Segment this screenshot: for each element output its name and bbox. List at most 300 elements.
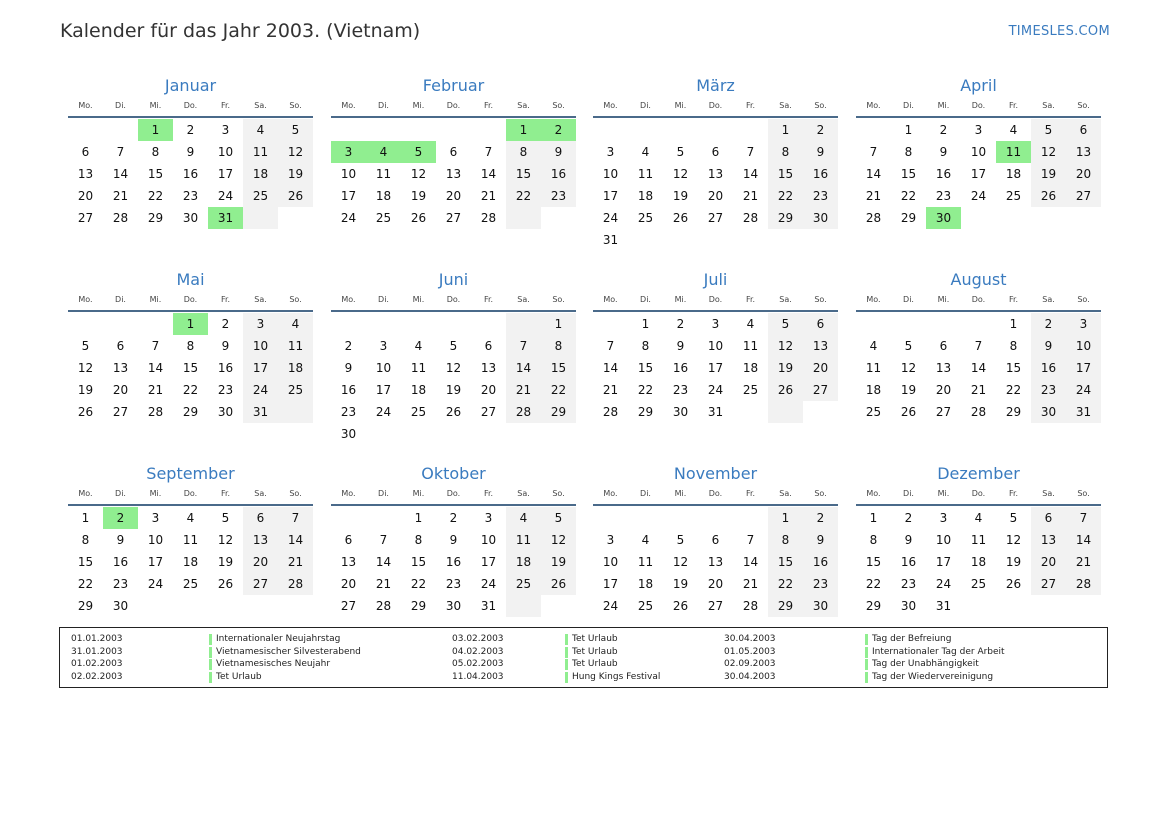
empty-cell: [278, 401, 313, 423]
day-cell: 23: [445, 577, 462, 591]
empty-cell: [961, 595, 996, 617]
day-cell: 9: [803, 529, 838, 551]
day-cell: 22: [865, 577, 882, 591]
empty-cell: [243, 207, 278, 229]
day-cell: 26: [672, 211, 689, 225]
day-cell: 23: [112, 577, 129, 591]
weekday-label: Di.: [903, 489, 914, 498]
day-cell: 13: [707, 555, 724, 569]
weekday-label: So.: [289, 489, 302, 498]
empty-cell: [593, 119, 628, 141]
weekday-label: Mi.: [674, 295, 687, 304]
day-cell: 18: [182, 555, 199, 569]
empty-cell: [733, 119, 768, 141]
day-cell: 14: [506, 357, 541, 379]
day-cell: 10: [340, 167, 357, 181]
day-cell: 2: [344, 339, 353, 353]
day-cell: 22: [900, 189, 917, 203]
empty-cell: [436, 119, 471, 141]
day-cell: 12: [672, 167, 689, 181]
day-cell: 5: [1031, 119, 1066, 141]
month-name: März: [696, 76, 735, 95]
day-cell: 23: [340, 405, 357, 419]
month-block: [593, 266, 838, 423]
day-cell: 26: [672, 599, 689, 613]
day-cell: 19: [900, 383, 917, 397]
weekday-label: Sa.: [1042, 295, 1055, 304]
empty-cell: [1066, 207, 1101, 229]
day-cell: 28: [112, 211, 129, 225]
day-cell: 19: [217, 555, 234, 569]
day-cell: 2: [1031, 313, 1066, 335]
weekday-label: Fr.: [220, 101, 231, 110]
day-cell: 4: [641, 145, 650, 159]
holiday-name: Tet Urlaub: [565, 658, 660, 671]
day-cell: 9: [344, 361, 353, 375]
day-cell: 26: [768, 379, 803, 401]
day-cell: 9: [676, 339, 685, 353]
day-cell: 12: [77, 361, 94, 375]
day-cell: 20: [707, 189, 724, 203]
day-cell: 20: [480, 383, 497, 397]
day-cell: 24: [970, 189, 987, 203]
weekday-label: Mo.: [341, 295, 356, 304]
day-cell: 31: [935, 599, 952, 613]
day-cell: 31: [480, 599, 497, 613]
day-cell: 22: [147, 189, 164, 203]
weekday-label: Mi.: [412, 101, 425, 110]
day-cell: 15: [768, 163, 803, 185]
day-cell: 14: [112, 167, 129, 181]
day-cell: 11: [278, 335, 313, 357]
day-cell: 15: [506, 163, 541, 185]
weekday-label: Di.: [115, 295, 126, 304]
empty-cell: [926, 313, 961, 335]
day-cell: 4: [1009, 123, 1018, 137]
day-cell: 28: [970, 405, 987, 419]
empty-cell: [506, 207, 541, 229]
day-cell: 3: [221, 123, 230, 137]
day-cell: 8: [541, 335, 576, 357]
day-cell: 28: [278, 573, 313, 595]
day-cell: 28: [375, 599, 392, 613]
month-block: [856, 460, 1101, 617]
weekday-label: Fr.: [1008, 295, 1019, 304]
day-cell: 7: [506, 335, 541, 357]
day-cell: 17: [707, 361, 724, 375]
day-cell: 29: [147, 211, 164, 225]
day-cell: 9: [939, 145, 948, 159]
day-cell: 21: [506, 379, 541, 401]
day-cell: 1: [1009, 317, 1018, 331]
empty-cell: [593, 507, 628, 529]
day-cell: 28: [1066, 573, 1101, 595]
month-name: Januar: [164, 76, 217, 95]
holiday-dates-column: [724, 633, 776, 683]
day-cell: 6: [803, 313, 838, 335]
weekday-label: So.: [552, 489, 565, 498]
day-cell: 4: [746, 317, 755, 331]
day-cell: 14: [375, 555, 392, 569]
day-cell: 9: [116, 533, 125, 547]
month-divider: [331, 116, 576, 118]
day-cell: 11: [865, 361, 882, 375]
weekday-label: Di.: [640, 489, 651, 498]
weekday-label: Di.: [640, 101, 651, 110]
empty-cell: [628, 229, 663, 251]
day-cell: 5: [449, 339, 458, 353]
day-cell: 23: [1031, 379, 1066, 401]
weekday-label: Sa.: [254, 295, 267, 304]
day-cell: 20: [340, 577, 357, 591]
day-cell: 28: [742, 599, 759, 613]
empty-cell: [103, 313, 138, 335]
month-name: Mai: [176, 270, 205, 289]
day-cell: 6: [711, 533, 720, 547]
day-cell: 26: [1005, 577, 1022, 591]
empty-cell: [628, 507, 663, 529]
day-cell: 28: [602, 405, 619, 419]
holiday-name: Tag der Befreiung: [865, 633, 1005, 646]
day-cell: 3: [939, 511, 948, 525]
day-cell: 19: [1005, 555, 1022, 569]
holiday-name: Tet Urlaub: [565, 633, 660, 646]
day-cell: 16: [182, 167, 199, 181]
weekday-label: Mi.: [937, 489, 950, 498]
day-cell: 3: [1066, 313, 1101, 335]
day-cell: 4: [506, 507, 541, 529]
month-divider: [68, 116, 313, 118]
day-cell: 30: [900, 599, 917, 613]
weekday-label: Sa.: [1042, 489, 1055, 498]
weekday-label: Sa.: [1042, 101, 1055, 110]
day-cell: 5: [676, 145, 685, 159]
empty-cell: [471, 423, 506, 445]
weekday-label: Mo.: [78, 489, 93, 498]
empty-cell: [366, 313, 401, 335]
day-cell: 5: [81, 339, 90, 353]
day-cell: 17: [340, 189, 357, 203]
day-cell: 25: [637, 599, 654, 613]
day-cell: 10: [147, 533, 164, 547]
weekday-label: Mo.: [603, 295, 618, 304]
day-cell: 2: [904, 511, 913, 525]
day-cell: 14: [278, 529, 313, 551]
day-cell: 8: [414, 533, 423, 547]
month-divider: [856, 504, 1101, 506]
day-cell: 25: [243, 185, 278, 207]
day-cell: 20: [803, 357, 838, 379]
day-cell: 3: [484, 511, 493, 525]
day-cell: 23: [541, 185, 576, 207]
day-cell: 12: [445, 361, 462, 375]
holiday-name: Tag der Unabhängigkeit: [865, 658, 1005, 671]
day-cell: 14: [1066, 529, 1101, 551]
month-name: Juli: [703, 270, 728, 289]
empty-cell: [103, 119, 138, 141]
month-divider: [593, 504, 838, 506]
day-cell: 24: [935, 577, 952, 591]
month-block: [68, 266, 313, 423]
empty-cell: [506, 595, 541, 617]
day-cell: 6: [243, 507, 278, 529]
day-cell: 27: [707, 599, 724, 613]
day-cell: 19: [77, 383, 94, 397]
day-cell: 27: [77, 211, 94, 225]
day-cell: 18: [637, 577, 654, 591]
weekday-label: Mi.: [149, 101, 162, 110]
month-divider: [593, 310, 838, 312]
day-cell: 25: [637, 211, 654, 225]
day-cell: 7: [606, 339, 615, 353]
day-cell: 5: [1009, 511, 1018, 525]
day-cell: 29: [900, 211, 917, 225]
day-cell: 17: [1066, 357, 1101, 379]
weekday-label: Do.: [708, 295, 723, 304]
day-cell: 2: [449, 511, 458, 525]
empty-cell: [436, 423, 471, 445]
day-cell: 6: [116, 339, 125, 353]
day-cell: 8: [81, 533, 90, 547]
weekday-label: Fr.: [220, 489, 231, 498]
holiday-date: 02.09.2003: [724, 659, 776, 669]
empty-cell: [698, 119, 733, 141]
weekday-label: Sa.: [517, 489, 530, 498]
day-cell: 10: [1066, 335, 1101, 357]
day-cell: 20: [243, 551, 278, 573]
day-cell: 2: [939, 123, 948, 137]
day-cell: 26: [541, 573, 576, 595]
day-cell: 19: [445, 383, 462, 397]
day-cell: 8: [904, 145, 913, 159]
empty-cell: [593, 313, 628, 335]
weekday-label: So.: [552, 101, 565, 110]
holiday-name: Tag der Wiedervereinigung: [865, 671, 1005, 684]
day-cell: 29: [182, 405, 199, 419]
weekday-label: Sa.: [254, 489, 267, 498]
day-cell: 23: [900, 577, 917, 591]
day-cell: 26: [278, 185, 313, 207]
weekday-label: Mo.: [341, 101, 356, 110]
holiday-date: 02.02.2003: [71, 671, 123, 682]
empty-cell: [173, 595, 208, 617]
day-cell: 16: [112, 555, 129, 569]
site-link[interactable]: TIMESLES.COM: [1008, 24, 1110, 39]
weekday-label: Fr.: [483, 101, 494, 110]
day-cell: 6: [711, 145, 720, 159]
day-cell: 27: [340, 599, 357, 613]
day-cell: 11: [637, 555, 654, 569]
day-cell: 26: [900, 405, 917, 419]
day-cell: 24: [707, 383, 724, 397]
month-divider: [331, 504, 576, 506]
day-cell: 23: [672, 383, 689, 397]
empty-cell: [401, 119, 436, 141]
weekday-label: Di.: [378, 489, 389, 498]
day-cell: 1: [414, 511, 423, 525]
empty-cell: [803, 229, 838, 251]
weekday-label: Di.: [640, 295, 651, 304]
empty-cell: [138, 595, 173, 617]
day-cell: 28: [506, 401, 541, 423]
day-cell: 24: [147, 577, 164, 591]
holiday-date: 01.01.2003: [71, 634, 123, 644]
holiday-name: Tet Urlaub: [565, 646, 660, 659]
day-cell: 9: [803, 141, 838, 163]
day-cell: 21: [742, 577, 759, 591]
weekday-label: Fr.: [745, 295, 756, 304]
weekday-label: Mi.: [674, 101, 687, 110]
month-divider: [593, 116, 838, 118]
day-cell: 24: [602, 211, 619, 225]
day-cell: 17: [147, 555, 164, 569]
empty-cell: [663, 119, 698, 141]
holiday-legend: [59, 627, 1108, 688]
day-cell: 11: [243, 141, 278, 163]
empty-cell: [733, 229, 768, 251]
holiday-date: 01.02.2003: [71, 659, 123, 669]
empty-cell: [436, 313, 471, 335]
day-cell: 27: [803, 379, 838, 401]
day-cell: 16: [541, 163, 576, 185]
holiday-name: Tet Urlaub: [209, 671, 361, 684]
day-cell: 23: [935, 189, 952, 203]
day-cell: 2: [103, 507, 138, 529]
day-cell: 6: [81, 145, 90, 159]
empty-cell: [366, 119, 401, 141]
day-cell: 5: [768, 313, 803, 335]
empty-cell: [733, 401, 768, 423]
day-cell: 22: [637, 383, 654, 397]
day-cell: 26: [217, 577, 234, 591]
weekday-label: So.: [814, 101, 827, 110]
holiday-date: 31.01.2003: [71, 646, 123, 657]
day-cell: 7: [151, 339, 160, 353]
weekday-label: Fr.: [483, 295, 494, 304]
holiday-date: 04.02.2003: [452, 646, 504, 657]
day-cell: 12: [217, 533, 234, 547]
day-cell: 11: [410, 361, 427, 375]
day-cell: 12: [768, 335, 803, 357]
day-cell: 8: [768, 141, 803, 163]
month-block: [593, 460, 838, 617]
weekday-label: Do.: [446, 489, 461, 498]
day-cell: 4: [414, 339, 423, 353]
holiday-name: Vietnamesischer Silvesterabend: [209, 646, 361, 659]
holiday-name: Internationaler Tag der Arbeit: [865, 646, 1005, 659]
weekday-label: Fr.: [220, 295, 231, 304]
day-cell: 30: [112, 599, 129, 613]
day-cell: 17: [217, 167, 234, 181]
day-cell: 27: [1031, 573, 1066, 595]
empty-cell: [628, 119, 663, 141]
day-cell: 2: [221, 317, 230, 331]
empty-cell: [278, 595, 313, 617]
weekday-label: So.: [1077, 101, 1090, 110]
empty-cell: [471, 119, 506, 141]
weekday-label: Mo.: [78, 295, 93, 304]
month-name: September: [146, 464, 235, 483]
weekday-label: So.: [1077, 295, 1090, 304]
day-cell: 23: [217, 383, 234, 397]
day-cell: 1: [904, 123, 913, 137]
day-cell: 18: [970, 555, 987, 569]
weekday-label: So.: [1077, 489, 1090, 498]
day-cell: 16: [935, 167, 952, 181]
empty-cell: [366, 507, 401, 529]
empty-cell: [68, 313, 103, 335]
day-cell: 18: [637, 189, 654, 203]
day-cell: 15: [77, 555, 94, 569]
day-cell: 21: [375, 577, 392, 591]
day-cell: 27: [935, 405, 952, 419]
empty-cell: [1066, 595, 1101, 617]
day-cell: 18: [375, 189, 392, 203]
day-cell: 1: [138, 119, 173, 141]
day-cell: 18: [506, 551, 541, 573]
day-cell: 13: [112, 361, 129, 375]
day-cell: 8: [1009, 339, 1018, 353]
day-cell: 19: [768, 357, 803, 379]
day-cell: 17: [375, 383, 392, 397]
day-cell: 28: [742, 211, 759, 225]
day-cell: 16: [900, 555, 917, 569]
day-cell: 1: [173, 313, 208, 335]
day-cell: 30: [672, 405, 689, 419]
day-cell: 22: [541, 379, 576, 401]
day-cell: 1: [641, 317, 650, 331]
weekday-label: Fr.: [1008, 489, 1019, 498]
weekday-label: Do.: [971, 295, 986, 304]
day-cell: 18: [742, 361, 759, 375]
day-cell: 9: [186, 145, 195, 159]
day-cell: 23: [803, 573, 838, 595]
month-block: [856, 72, 1101, 229]
day-cell: 19: [278, 163, 313, 185]
day-cell: 5: [221, 511, 230, 525]
day-cell: 30: [217, 405, 234, 419]
day-cell: 27: [112, 405, 129, 419]
day-cell: 16: [803, 163, 838, 185]
weekday-label: Mi.: [412, 489, 425, 498]
day-cell: 26: [1031, 185, 1066, 207]
holiday-date: 30.04.2003: [724, 671, 776, 682]
day-cell: 11: [506, 529, 541, 551]
day-cell: 14: [147, 361, 164, 375]
month-divider: [856, 310, 1101, 312]
day-cell: 5: [676, 533, 685, 547]
weekday-label: So.: [289, 295, 302, 304]
day-cell: 6: [1031, 507, 1066, 529]
day-cell: 1: [506, 119, 541, 141]
month-block: [68, 460, 313, 617]
empty-cell: [698, 229, 733, 251]
day-cell: 12: [410, 167, 427, 181]
day-cell: 17: [602, 577, 619, 591]
day-cell: 8: [186, 339, 195, 353]
holiday-date: 11.04.2003: [452, 671, 504, 682]
day-cell: 10: [602, 555, 619, 569]
day-cell: 7: [484, 145, 493, 159]
empty-cell: [208, 595, 243, 617]
day-cell: 14: [865, 167, 882, 181]
day-cell: 27: [707, 211, 724, 225]
day-cell: 3: [331, 141, 366, 163]
weekday-label: Mi.: [412, 295, 425, 304]
day-cell: 11: [375, 167, 392, 181]
day-cell: 7: [974, 339, 983, 353]
day-cell: 29: [637, 405, 654, 419]
